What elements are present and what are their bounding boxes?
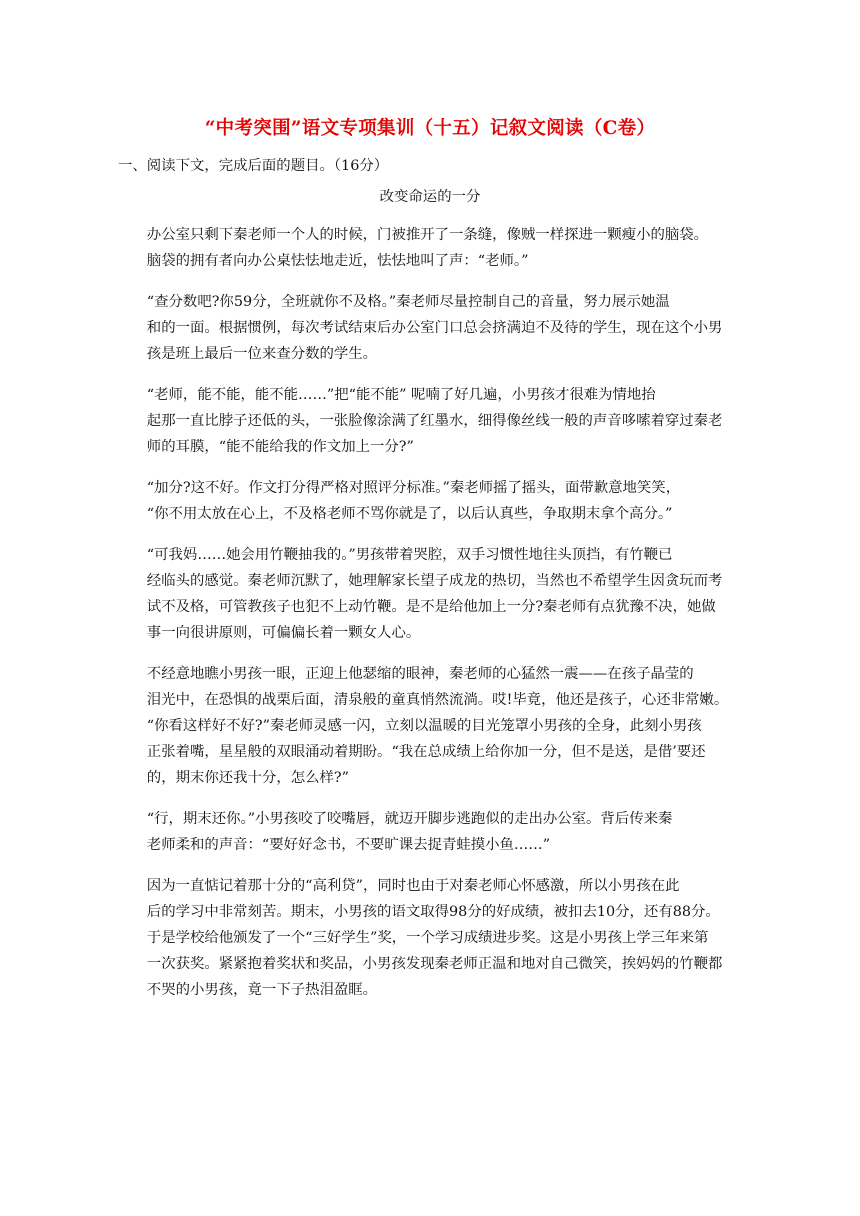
document-title: “中考突围”语文专项集训（十五）记叙文阅读（C卷） [204, 118, 656, 139]
question-heading: 一、阅读下文，完成后面的题目。（16分） [118, 158, 389, 174]
paragraph-line: 不经意地瞧小男孩一眼，正迎上他瑟缩的眼神，秦老师的心猛然一震——在孩子晶莹的 [146, 666, 694, 682]
story-paragraph [118, 222, 743, 274]
paragraph-line: 经临头的感觉。秦老师沉默了，她理解家长望子成龙的热切，当然也不希望学生因贪玩而考 [146, 573, 723, 589]
paragraph-line: 和的一面。根据惯例，每次考试结束后办公室门口总会挤满迫不及待的学生，现在这个小男 [146, 320, 723, 336]
paragraph-line: 于是学校给他颁发了一个“三好学生”奖，一个学习成绩进步奖。这是小男孩上学三年来第 [146, 930, 709, 946]
paragraph-line: 后的学习中非常刻苦。期末，小男孩的语文取得98分的好成绩，被扣去10分，还有88分。 [146, 904, 720, 920]
paragraph-line: 老师柔和的声音：“要好好念书，不要旷课去捉青蛙摸小鱼……” [146, 837, 551, 853]
paragraph-line: 脑袋的拥有者向办公桌怯怯地走近，怯怯地叫了声：“老师。” [146, 253, 529, 269]
story-paragraph [118, 289, 743, 367]
paragraph-line: “可我妈……她会用竹鞭抽我的。”男孩带着哭腔，双手习惯性地往头顶挡，有竹鞭已 [146, 547, 673, 563]
story-paragraph [118, 542, 743, 646]
paragraph-line: “加分?这不好。作文打分得严格对照评分标准。”秦老师摇了摇头，面带歉意地笑笑， [146, 480, 681, 496]
paragraph-line: 正张着嘴，星星般的双眼涌动着期盼。“我在总成绩上给你加一分，但不是送，是借’要还 [146, 744, 706, 760]
paragraph-line: 事一向很讲原则，可偏偏长着一颗女人心。 [146, 625, 421, 641]
story-paragraph [118, 873, 743, 1003]
paragraph-line: 师的耳膜，“能不能给我的作文加上一分?” [146, 439, 414, 455]
story-paragraph [118, 661, 743, 791]
paragraph-line: 一次获奖。紧紧抱着奖状和奖品，小男孩发现秦老师正温和地对自己微笑，挨妈妈的竹鞭都 [146, 956, 723, 972]
paragraph-line: 的，期末你还我十分，怎么样?” [146, 770, 349, 786]
paragraph-line: 泪光中，在恐惧的战栗后面，清泉般的童真悄然流淌。哎!毕竟，他还是孩子，心还非常嫩。 [146, 692, 729, 708]
story-paragraph [118, 382, 743, 460]
paragraph-line: “老师，能不能，能不能……”把“能不能” 呢喃了好几遍，小男孩才很难为情地抬 [146, 387, 656, 403]
story-body [118, 222, 743, 1018]
paragraph-line: 不哭的小男孩，竟一下子热泪盈眶。 [146, 982, 378, 998]
paragraph-line: 孩是班上最后一位来查分数的学生。 [146, 346, 378, 362]
paragraph-line: “你不用太放在心上，不及格老师不骂你就是了，以后认真些，争取期末拿个高分。” [146, 506, 673, 522]
paragraph-line: “你看这样好不好?”秦老师灵感一闪，立刻以温暖的目光笼罩小男孩的全身，此刻小男孩 [146, 718, 702, 734]
paragraph-line: 办公室只剩下秦老师一个人的时候，门被推开了一条缝，像贼一样探进一颗瘦小的脑袋。 [146, 227, 709, 243]
paragraph-line: 试不及格，可管教孩子也犯不上动竹鞭。是不是给他加上一分?秦老师有点犹豫不决，她做 [146, 599, 716, 615]
paragraph-line: 起那一直比脖子还低的头，一张脸像涂满了红墨水，细得像丝线一般的声音哆嗦着穿过秦老 [146, 413, 723, 429]
paragraph-line: “查分数吧?你59分，全班就你不及格。”秦老师尽量控制自己的音量，努力展示她温 [146, 294, 670, 310]
story-title: 改变命运的一分 [379, 189, 481, 205]
paragraph-line: “行，期末还你。”小男孩咬了咬嘴唇，就迈开脚步逃跑似的走出办公室。背后传来秦 [146, 811, 673, 827]
story-paragraph [118, 475, 743, 527]
paragraph-line: 因为一直惦记着那十分的“高利贷”，同时也由于对秦老师心怀感激，所以小男孩在此 [146, 878, 680, 894]
story-paragraph [118, 806, 743, 858]
